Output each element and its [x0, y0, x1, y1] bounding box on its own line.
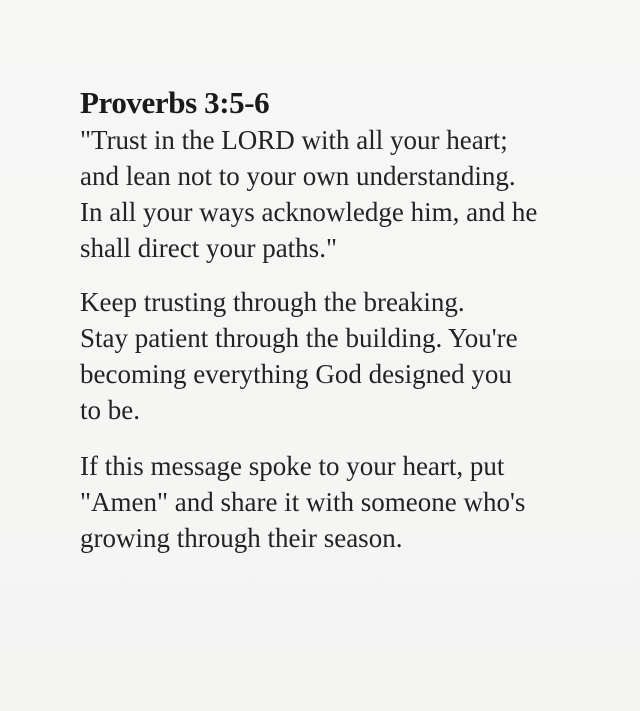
- text-line: shall direct your paths.": [80, 233, 337, 263]
- text-line: In all your ways acknowledge him, and he: [80, 197, 538, 227]
- encouragement-paragraph: [80, 284, 600, 428]
- text-line: and lean not to your own understanding.: [80, 161, 516, 191]
- quote-content: [80, 84, 600, 556]
- call-to-action-paragraph: [80, 448, 600, 556]
- text-line: growing through their season.: [80, 523, 403, 553]
- text-line: becoming everything God designed you: [80, 359, 512, 389]
- text-line: "Trust in the LORD with all your heart;: [80, 125, 508, 155]
- text-line: Keep trusting through the breaking.: [80, 287, 465, 317]
- scripture-paragraph: [80, 122, 600, 266]
- text-line: Stay patient through the building. You're: [80, 323, 518, 353]
- text-line: If this message spoke to your heart, put: [80, 451, 505, 481]
- text-line: to be.: [80, 395, 140, 425]
- page-title: Proverbs 3:5-6: [80, 85, 270, 120]
- text-line: "Amen" and share it with someone who's: [80, 487, 526, 517]
